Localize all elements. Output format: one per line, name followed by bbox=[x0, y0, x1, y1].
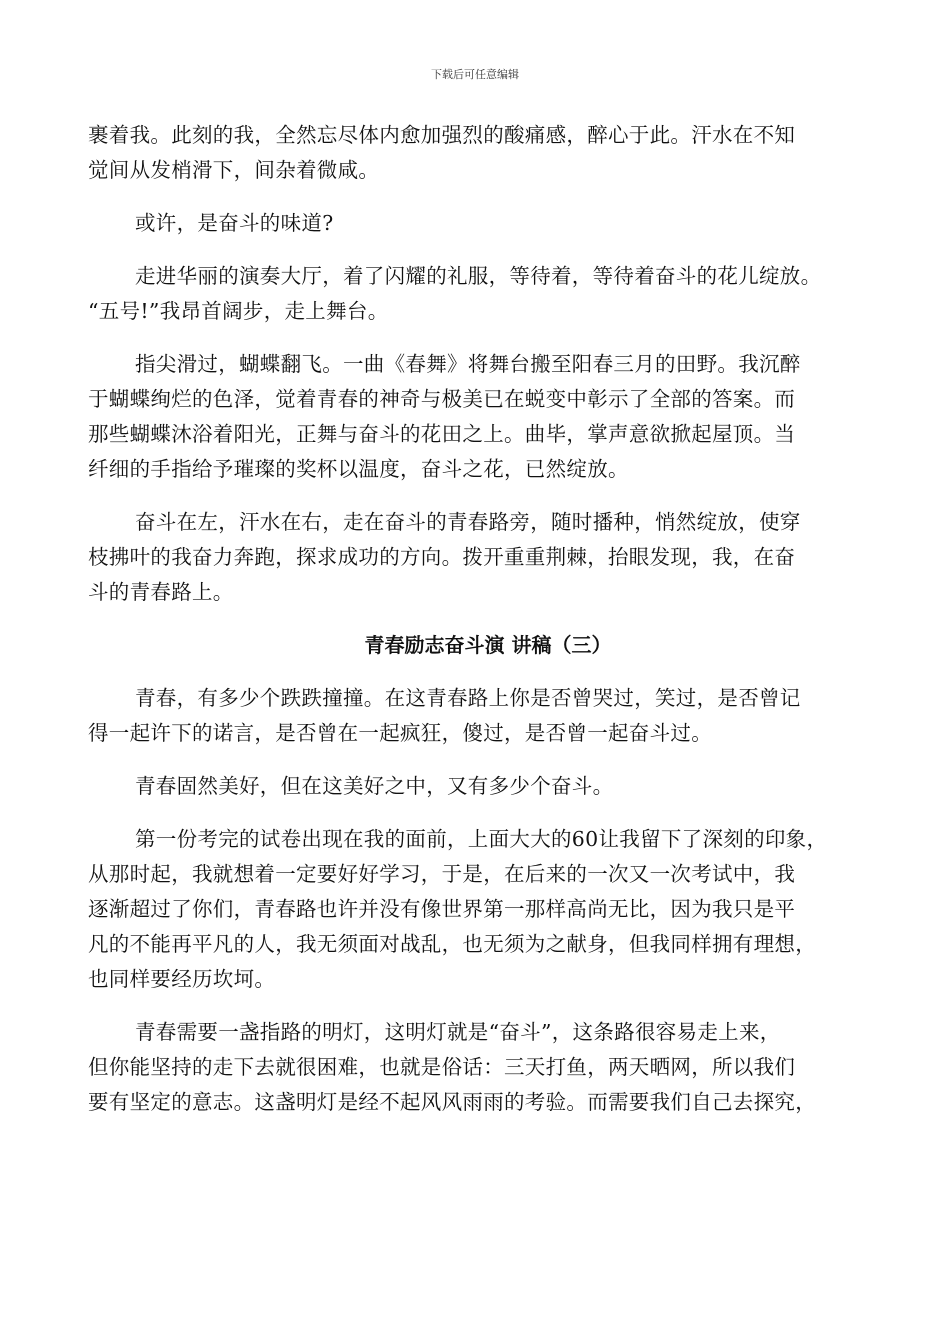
paragraph bbox=[88, 347, 868, 487]
text-line: 从那时起，我就想着一定要好好学习，于是，在后来的一次又一次考试中，我 bbox=[88, 862, 796, 886]
paragraph bbox=[88, 822, 868, 997]
text-line: 斗的青春路上。 bbox=[88, 580, 234, 604]
text-line: 那些蝴蝶沐浴着阳光，正舞与奋斗的花田之上。曲毕，掌声意欲掀起屋顶。当 bbox=[88, 422, 796, 446]
text-line: 觉间从发梢滑下，间杂着微咸。 bbox=[88, 158, 380, 182]
text-line: 要有坚定的意志。这盏明灯是经不起风风雨雨的考验。而需要我们自己去探究， bbox=[88, 1090, 816, 1114]
text-line: 得一起许下的诺言，是否曾在一起疯狂，傻过，是否曾一起奋斗过。 bbox=[88, 721, 712, 745]
paragraph bbox=[88, 118, 868, 188]
text-line: 于蝴蝶绚烂的色泽，觉着青春的神奇与极美已在蜕变中彰示了全部的答案。而 bbox=[88, 387, 796, 411]
section-heading: 青春励志奋斗演 讲稿（三） bbox=[364, 633, 612, 657]
text-line: 凡的不能再平凡的人，我无须面对战乱，也无须为之献身，但我同样拥有理想， bbox=[88, 932, 816, 956]
text-line: 裹着我。此刻的我，全然忘尽体内愈加强烈的酸痛感，醉心于此。汗水在不知 bbox=[88, 123, 796, 147]
text-line: 逐渐超过了你们，青春路也许并没有像世界第一那样高尚无比，因为我只是平 bbox=[88, 897, 796, 921]
paragraph bbox=[88, 259, 868, 329]
text-line: 或许，是奋斗的味道? bbox=[135, 211, 334, 235]
text-line: 枝拂叶的我奋力奔跑，探求成功的方向。拨开重重荆棘，抬眼发现，我，在奋 bbox=[88, 545, 796, 569]
text-line: 指尖滑过，蝴蝶翻飞。一曲《春舞》将舞台搬至阳春三月的田野。我沉醉 bbox=[135, 352, 801, 376]
text-line: 纤细的手指给予璀璨的奖杯以温度，奋斗之花，已然绽放。 bbox=[88, 457, 629, 481]
text-line: 奋斗在左，汗水在右，走在奋斗的青春路旁，随时播种，悄然绽放，使穿 bbox=[135, 510, 801, 534]
page-header: 下载后可任意编辑 bbox=[431, 68, 519, 81]
text-line: 青春需要一盏指路的明灯，这明灯就是“奋斗”，这条路很容易走上来， bbox=[135, 1020, 781, 1044]
text-line: 也同样要经历坎坷。 bbox=[88, 967, 276, 991]
text-line: 青春，有多少个跌跌撞撞。在这青春路上你是否曾哭过，笑过，是否曾记 bbox=[135, 686, 801, 710]
paragraph bbox=[88, 681, 868, 751]
text-line: 但你能坚持的走下去就很困难，也就是俗话：三天打鱼，两天晒网，所以我们 bbox=[88, 1055, 796, 1079]
text-line: 第一份考完的试卷出现在我的面前，上面大大的60让我留下了深刻的印象， bbox=[135, 827, 828, 851]
text-line: 青春固然美好，但在这美好之中，又有多少个奋斗。 bbox=[135, 774, 614, 798]
paragraph bbox=[88, 769, 868, 804]
text-line: “五号!”我昂首阔步，走上舞台。 bbox=[88, 299, 389, 323]
paragraph bbox=[88, 206, 868, 241]
paragraph bbox=[88, 505, 868, 610]
paragraph bbox=[88, 1015, 868, 1120]
text-line: 走进华丽的演奏大厅，着了闪耀的礼服，等待着，等待着奋斗的花儿绽放。 bbox=[135, 264, 822, 288]
document-body bbox=[88, 118, 868, 1120]
